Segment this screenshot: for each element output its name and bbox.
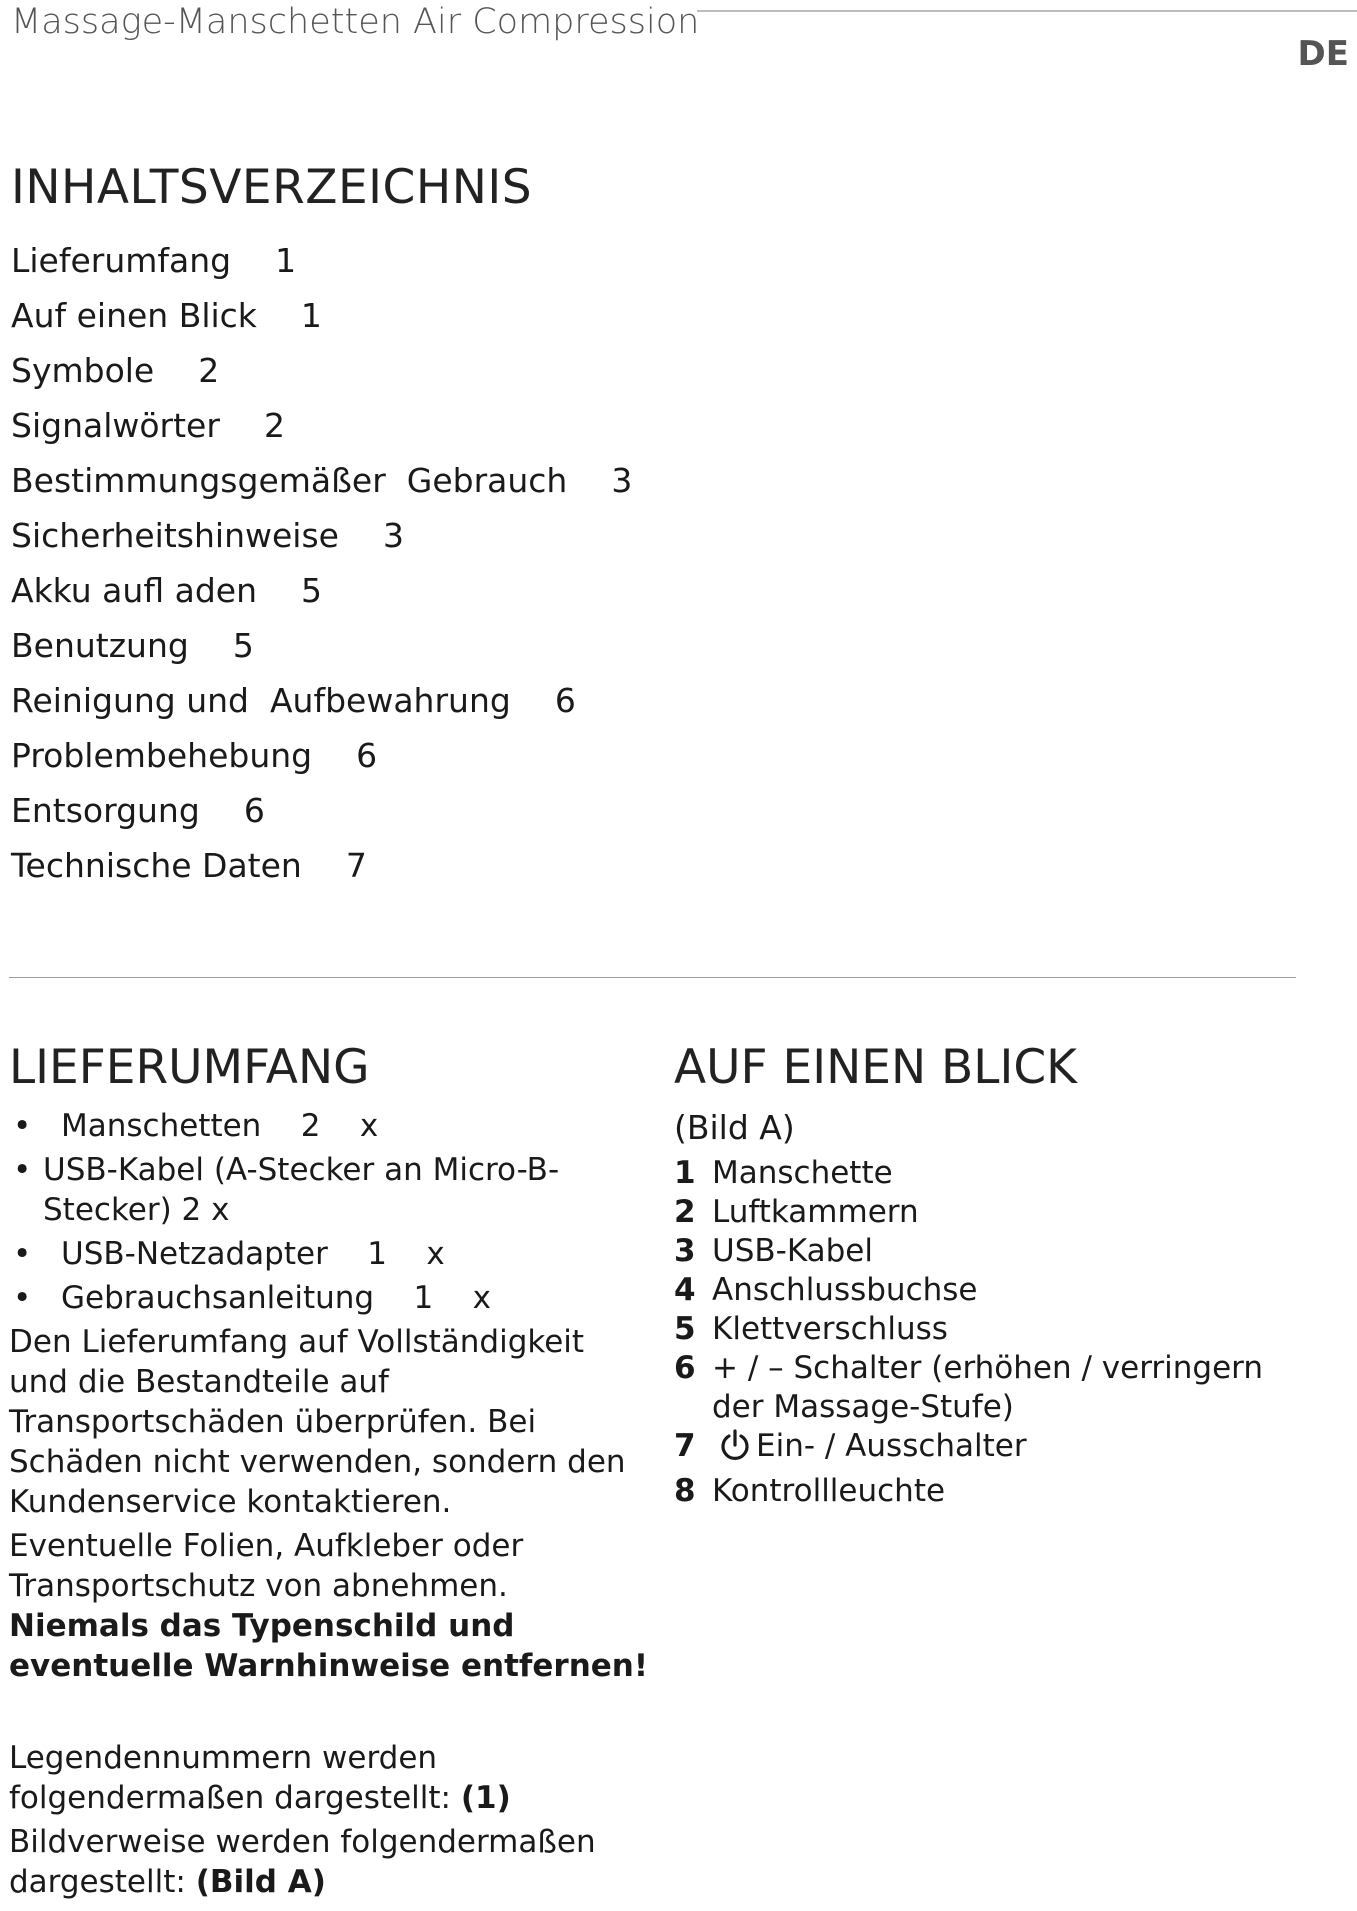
toc-list	[11, 233, 632, 893]
legend-item	[674, 1271, 1334, 1310]
parts-legend	[674, 1154, 1334, 1511]
legend-number: 3	[674, 1233, 696, 1269]
list-item	[9, 1278, 649, 1318]
toc-item[interactable]	[11, 563, 632, 618]
toc-item-label: Problembehebung	[11, 736, 313, 775]
list-item	[9, 1106, 649, 1146]
legend-number: 2	[674, 1194, 696, 1230]
power-icon	[718, 1428, 752, 1472]
legend-item	[674, 1310, 1334, 1349]
header-rule	[697, 10, 1357, 12]
toc-item[interactable]	[11, 288, 632, 343]
legend-item	[674, 1472, 1334, 1511]
legend-number: 4	[674, 1272, 696, 1308]
list-item-text: USB-Kabel (A-Stecker an Micro-B-Stecker) 2 x	[43, 1152, 560, 1228]
legend-text: Ein- / Ausschalter	[756, 1428, 1027, 1464]
toc-item-label: Lieferumfang	[11, 241, 232, 280]
toc-item-page: 3	[611, 461, 633, 500]
spacer	[9, 1690, 649, 1738]
legend-item	[674, 1154, 1334, 1193]
toc-item-label: Technische Daten	[11, 846, 302, 885]
paragraph-text: Bildverweise werden folgendermaßen dargestellt:	[9, 1824, 596, 1900]
toc-item-page: 6	[356, 736, 378, 775]
toc-item[interactable]	[11, 233, 632, 288]
paragraph-figure-refs	[9, 1822, 649, 1902]
list-item-text: Manschetten 2 x	[61, 1108, 379, 1144]
bullet-icon: •	[13, 1280, 32, 1316]
figure-reference: (Bild A)	[674, 1108, 795, 1147]
toc-item-page: 1	[300, 296, 322, 335]
toc-item-page: 2	[198, 351, 220, 390]
toc-item[interactable]	[11, 783, 632, 838]
toc-item-label: Sicherheitshinweise	[11, 516, 339, 555]
toc-item-page: 7	[345, 846, 367, 885]
legend-item	[674, 1349, 1334, 1427]
bullet-icon: •	[13, 1152, 32, 1188]
section-divider	[9, 977, 1296, 978]
legend-number: 6	[674, 1350, 696, 1386]
toc-item-page: 5	[232, 626, 254, 665]
list-item	[9, 1150, 649, 1230]
paragraph-legend-numbers	[9, 1738, 649, 1818]
toc-item[interactable]	[11, 343, 632, 398]
paragraph-remove-foils	[9, 1526, 649, 1686]
toc-item[interactable]	[11, 673, 632, 728]
legend-item	[674, 1232, 1334, 1271]
lieferumfang-heading: LIEFERUMFANG	[9, 1040, 370, 1095]
toc-item-page: 1	[275, 241, 297, 280]
toc-item[interactable]	[11, 728, 632, 783]
toc-item-label: Signalwörter	[11, 406, 220, 445]
toc-item-label: Reinigung und Aufbewahrung	[11, 681, 511, 720]
toc-item[interactable]	[11, 618, 632, 673]
legend-text: USB-Kabel	[712, 1233, 873, 1269]
toc-heading: INHALTSVERZEICHNIS	[11, 160, 533, 215]
legend-text: Anschlussbuchse	[712, 1272, 978, 1308]
legend-text: Klettverschluss	[712, 1311, 948, 1347]
list-item-text: USB-Netzadapter 1 x	[61, 1236, 445, 1272]
document-title: Massage-Manschetten Air Compression	[11, 2, 700, 42]
paragraph-check-contents: Den Lieferumfang auf Vollständigkeit und die Bestandteile auf Transportschäden überprüfen. Bei Schäden nicht verwenden, sondern den Kundenservice kontaktieren.	[9, 1324, 626, 1520]
toc-item-label: Entsorgung	[11, 791, 200, 830]
toc-item-page: 2	[263, 406, 285, 445]
bullet-icon: •	[13, 1236, 32, 1272]
legend-text: Luftkammern	[712, 1194, 919, 1230]
legend-number: 1	[674, 1155, 696, 1191]
legend-text: Manschette	[712, 1155, 893, 1191]
toc-item-label: Symbole	[11, 351, 155, 390]
toc-item-label: Benutzung	[11, 626, 189, 665]
legend-text: + / – Schalter (erhöhen / verringern der Massage-Stufe)	[712, 1350, 1264, 1425]
legend-item	[674, 1193, 1334, 1232]
toc-item-page: 5	[301, 571, 322, 610]
legend-number: 8	[674, 1473, 696, 1509]
delivery-list	[9, 1106, 649, 1318]
auf-einen-blick-heading: AUF EINEN BLICK	[674, 1040, 1077, 1095]
example-text: (1)	[460, 1780, 511, 1816]
legend-number: 7	[674, 1428, 696, 1464]
legend-item	[674, 1427, 1334, 1472]
paragraph-text: Legendennummern werden folgendermaßen dargestellt:	[9, 1740, 461, 1816]
toc-item-label: Akku aufl aden	[11, 571, 257, 610]
paragraph-text: Eventuelle Folien, Aufkleber oder Transportschutz von abnehmen.	[9, 1528, 524, 1604]
toc-item-page: 6	[243, 791, 265, 830]
toc-item-label: Auf einen Blick	[11, 296, 257, 335]
lieferumfang-section	[9, 1040, 649, 1906]
toc-item-page: 3	[382, 516, 404, 555]
list-item	[9, 1234, 649, 1274]
auf-einen-blick-section	[674, 1040, 1334, 1511]
toc-item-label: Bestimmungsgemäßer Gebrauch	[11, 461, 568, 500]
legend-text: Kontrollleuchte	[712, 1473, 946, 1509]
legend-number: 5	[674, 1311, 696, 1347]
toc-item[interactable]	[11, 838, 632, 893]
language-tag: DE	[1297, 34, 1349, 74]
example-text: (Bild A)	[195, 1864, 326, 1900]
toc-item[interactable]	[11, 508, 632, 563]
toc-item-page: 6	[554, 681, 576, 720]
list-item-text: Gebrauchsanleitung 1 x	[61, 1280, 491, 1316]
warning-text: Niemals das Typenschild und eventuelle Warnhinweise entfernen!	[9, 1608, 649, 1684]
toc-item[interactable]	[11, 453, 632, 508]
toc-item[interactable]	[11, 398, 632, 453]
bullet-icon: •	[13, 1108, 32, 1144]
